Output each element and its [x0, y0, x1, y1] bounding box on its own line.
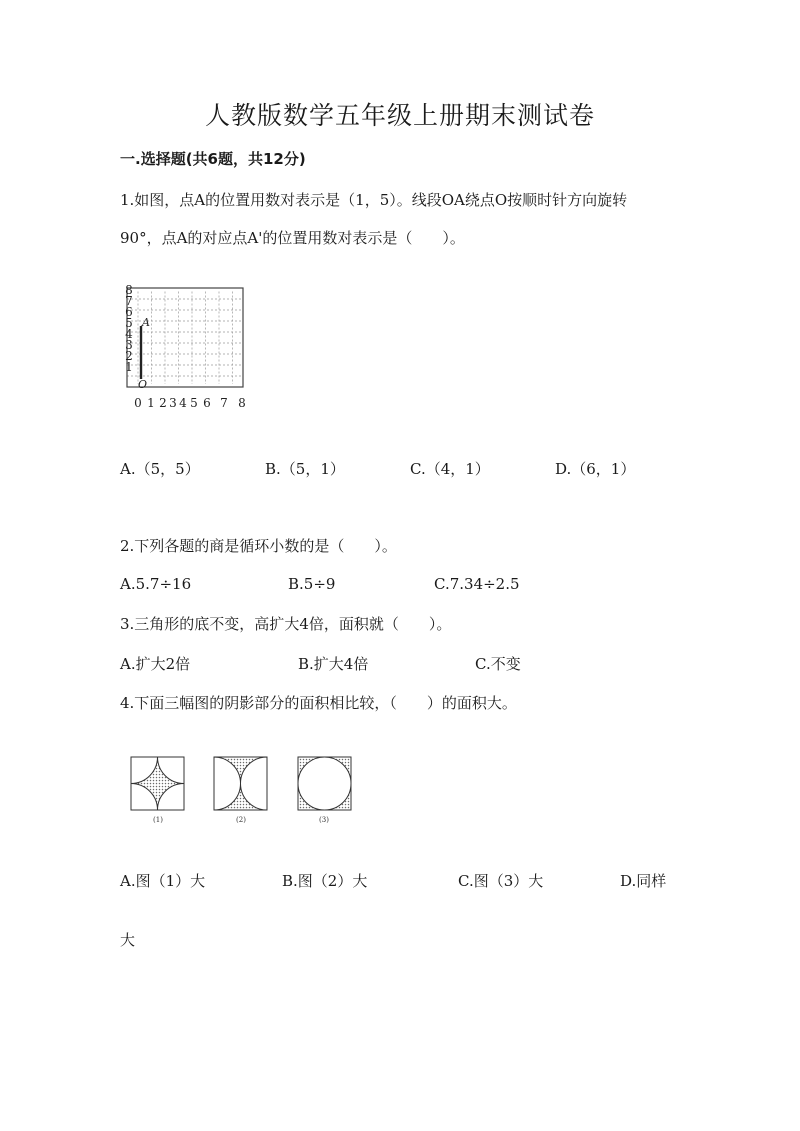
y-tick-label: 6: [125, 305, 133, 319]
x-tick-label: 1: [147, 396, 155, 410]
q3-option-c[interactable]: C.不变: [475, 655, 521, 673]
q1-option-c[interactable]: C.（4，1）: [410, 460, 490, 478]
q2-option-c[interactable]: C.7.34÷2.5: [434, 575, 520, 593]
x-tick-label: 5: [190, 396, 198, 410]
q4-option-d-continuation: 大: [120, 931, 136, 949]
point-o-label: O: [138, 378, 148, 391]
question-1-text-line2: 90°，点A的对应点A'的位置用数对表示是（ ）。: [120, 229, 465, 247]
x-tick-label: 0: [134, 396, 142, 410]
x-tick-label: 6: [203, 396, 211, 410]
y-tick-label: 4: [125, 327, 133, 341]
q4-option-b[interactable]: B.图（2）大: [282, 872, 368, 890]
q1-option-b[interactable]: B.（5，1）: [265, 460, 345, 478]
y-tick-label: 1: [125, 360, 133, 374]
figure-2-square: [214, 757, 267, 810]
point-a-label: A: [142, 316, 150, 329]
section-heading: 一.选择题(共6题，共12分): [120, 150, 306, 168]
shaded-area-figures: [128, 752, 358, 828]
q3-option-b[interactable]: B.扩大4倍: [298, 655, 369, 673]
x-tick-label: 8: [238, 396, 246, 410]
question-2-text: 2.下列各题的商是循环小数的是（ ）。: [120, 537, 397, 555]
x-tick-label: 2: [159, 396, 167, 410]
q1-option-d[interactable]: D.（6，1）: [555, 460, 636, 478]
q4-option-d[interactable]: D.同样: [620, 872, 667, 890]
question-4-text: 4.下面三幅图的阴影部分的面积相比较，（ ）的面积大。: [120, 694, 517, 712]
grid-border: [127, 288, 243, 387]
coordinate-grid-figure: [118, 282, 253, 412]
figure-3-label: (3): [319, 816, 329, 824]
grid-lines: [127, 292, 243, 385]
y-tick-label: 8: [125, 283, 133, 297]
question-1-text-line1: 1.如图，点A的位置用数对表示是（1，5）。线段OA绕点O按顺时针方向旋转: [120, 191, 628, 209]
figure-2-label: (2): [236, 816, 246, 824]
figure-3-square: [298, 757, 351, 810]
figure-1-square: [131, 757, 184, 810]
x-tick-label: 7: [220, 396, 228, 410]
y-tick-label: 5: [125, 316, 133, 330]
q2-option-a[interactable]: A.5.7÷16: [120, 575, 192, 593]
y-tick-label: 3: [125, 338, 133, 352]
y-tick-label: 7: [125, 294, 133, 308]
y-tick-label: 2: [125, 349, 133, 363]
q1-option-a[interactable]: A.（5，5）: [120, 460, 200, 478]
q2-option-b[interactable]: B.5÷9: [288, 575, 336, 593]
figure-1-label: (1): [153, 816, 163, 824]
x-tick-label: 4: [179, 396, 187, 410]
q4-option-c[interactable]: C.图（3）大: [458, 872, 544, 890]
q3-option-a[interactable]: A.扩大2倍: [120, 655, 191, 673]
x-tick-label: 3: [169, 396, 177, 410]
question-3-text: 3.三角形的底不变，高扩大4倍，面积就（ ）。: [120, 615, 452, 633]
q4-option-a[interactable]: A.图（1）大: [120, 872, 206, 890]
page-title: 人教版数学五年级上册期末测试卷: [204, 101, 595, 130]
